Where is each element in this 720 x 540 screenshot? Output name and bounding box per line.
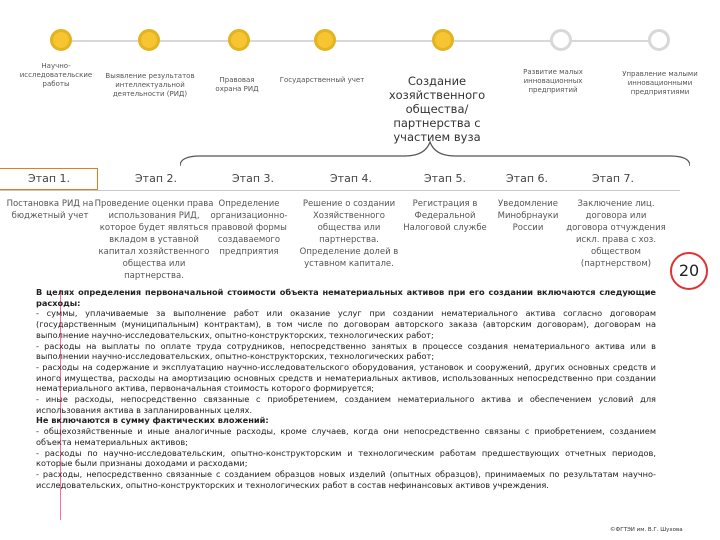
etap-5-title: Этап 5. bbox=[424, 172, 467, 185]
body-item: - расходы на содержание и эксплуатацию научно-исследовательского оборудования, установок и сооружений, других основных средств и иного имущества, расходы на амортизацию основных средств и нематериальных активов, использованных непосредственно при создании нематериального актива, первоначальная стоимость которого формируется; bbox=[36, 361, 656, 394]
timeline-circle-1 bbox=[50, 29, 72, 51]
exclude-title: Не включаются в сумму фактических вложений: bbox=[36, 415, 269, 426]
exclude-item: - общехозяйственные и иные аналогичные расходы, кроме случаев, когда они непосредственно связаны с приобретением, созданием объекта нематериальных активов; bbox=[36, 426, 656, 447]
timeline-circle-2 bbox=[138, 29, 160, 51]
etap-3-title: Этап 3. bbox=[232, 172, 275, 185]
stage-label-research: Научно-исследовательские работы bbox=[19, 62, 93, 88]
exclude-item: - расходы, непосредственно связанные с созданием образцов новых изделий (опытных образцов), принимаемых по результатам научно-исследовательских, опытно-конструкторских и технологических работ в состав нефинансовых активов учреждения. bbox=[36, 468, 656, 490]
etap-divider bbox=[0, 190, 680, 191]
etap-7-text: Заключение лиц. договора или договора отчуждения искл. права с хоз. обществом (партнерством) bbox=[566, 199, 666, 269]
body-item: - расходы на выплаты по оплате труда сотрудников, непосредственно занятых в процессе создания нематериального актива или в выполнении научно-исследовательских, опытно-конструкторских, технологических работ; bbox=[36, 340, 656, 362]
stage-label-state-accounting: Государственный учет bbox=[279, 76, 365, 84]
brace-connector bbox=[180, 138, 690, 168]
copyright: ©ФГТЭИ им. В.Г. Шухова bbox=[610, 527, 683, 533]
etap-3-text: Определение организационно-правовой формы создаваемого предприятия bbox=[210, 199, 288, 257]
etap-4-title: Этап 4. bbox=[330, 172, 373, 185]
etap-4-text: Решение о создании Хозяйственного общества или партнерства. Определение долей в уставном капитале. bbox=[299, 199, 399, 269]
timeline-circle-3 bbox=[228, 29, 250, 51]
etap-6-title: Этап 6. bbox=[506, 172, 549, 185]
central-label: Создание хозяйственного общества/партнерства с участием вуза bbox=[388, 74, 486, 144]
body-text bbox=[36, 287, 656, 490]
body-item: - иные расходы, непосредственно связанные с приобретением, созданием нематериального актива и обеспечением условий для использования актива в запланированных целях. bbox=[36, 394, 656, 415]
timeline-circle-6 bbox=[550, 29, 572, 51]
stage-label-legal: Правовая охрана РИД bbox=[215, 76, 259, 93]
timeline-circle-4 bbox=[314, 29, 336, 51]
page-number-badge: 20 bbox=[670, 252, 708, 290]
timeline-circle-7 bbox=[648, 29, 670, 51]
etap-6-text: Уведомление Минобрнауки России bbox=[497, 199, 559, 233]
etap-1-title: Этап 1. bbox=[28, 172, 71, 185]
etap-5-text: Регистрация в Федеральной Налоговой службе bbox=[403, 199, 487, 233]
etap-2-title: Этап 2. bbox=[135, 172, 178, 185]
etap-7-title: Этап 7. bbox=[592, 172, 635, 185]
body-intro: В целях определения первоначальной стоимости объекта нематериальных активов при его создании включаются следующие расходы: bbox=[36, 287, 656, 308]
stage-label-manage: Управление малыми инновационными предприятиями bbox=[622, 70, 698, 96]
exclude-item: - расходы по научно-исследовательским, опытно-конструкторским и технологическим работам предшествующих отчетных периодов, которые были признаны доходами и расходами; bbox=[36, 447, 656, 469]
etap-1-text: Постановка РИД на бюджетный учет bbox=[6, 199, 94, 221]
body-item: - суммы, уплачиваемые за выполнение работ или оказание услуг при создании нематериального актива согласно договорам (государственным (муниципальным) контрактам), в том числе по договорам авторского заказа (авторским договорам), договорам на выполнение научно-исследовательских, опытно-конструкторских, технологических работ; bbox=[36, 308, 656, 340]
etap-2-text: Проведение оценки права использования РИД, которое будет являться вкладом в уставной капитал хозяйственного общества или партнерства. bbox=[94, 199, 214, 281]
stage-label-develop: Развитие малых инновационных предприятий bbox=[523, 68, 583, 94]
stage-label-identify: Выявление результатов интеллектуальной деятельности (РИД) bbox=[105, 72, 195, 98]
timeline-circle-5 bbox=[432, 29, 454, 51]
